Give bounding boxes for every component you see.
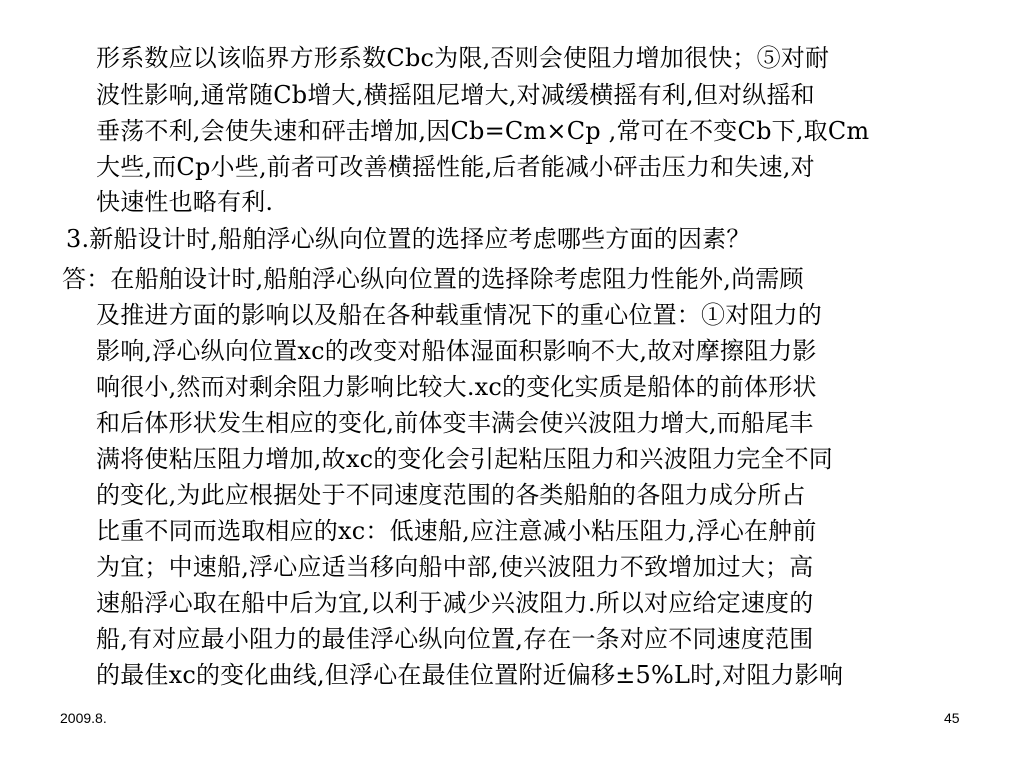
- text-line: 比重不同而选取相应的xc：低速船,应注意减小粘压阻力,浮心在舯前: [96, 517, 817, 545]
- page-number: 45: [944, 710, 960, 726]
- footer-date: 2009.8.: [60, 710, 107, 726]
- text-line: 垂荡不利,会使失速和砰击增加,因Cb=Cm×Cp ,常可在不变Cb下,取Cm: [96, 117, 870, 145]
- text-line: 满将使粘压阻力增加,故xc的变化会引起粘压阻力和兴波阻力完全不同: [96, 445, 834, 473]
- text-line: 大些,而Cp小些,前者可改善横摇性能,后者能减小砰击压力和失速,对: [96, 153, 815, 181]
- text-line: 形系数应以该临界方形系数Cbc为限,否则会使阻力增加很快；⑤对耐: [96, 44, 830, 72]
- text-line: 的最佳xc的变化曲线,但浮心在最佳位置附近偏移±5%L时,对阻力影响: [96, 661, 844, 689]
- question-heading: 3.新船设计时,船舶浮心纵向位置的选择应考虑哪些方面的因素？: [66, 225, 751, 253]
- text-line: 为宜；中速船,浮心应适当移向船中部,使兴波阻力不致增加过大；高: [96, 553, 814, 581]
- text-line: 响很小,然而对剩余阻力影响比较大.xc的变化实质是船体的前体形状: [96, 373, 817, 401]
- text-line: 答：在船舶设计时,船舶浮心纵向位置的选择除考虑阻力性能外,尚需顾: [62, 265, 804, 293]
- text-line: 及推进方面的影响以及船在各种载重情况下的重心位置：①对阻力的: [96, 301, 822, 329]
- text-line: 的变化,为此应根据处于不同速度范围的各类船舶的各阻力成分所占: [96, 481, 806, 509]
- text-line: 波性影响,通常随Cb增大,横摇阻尼增大,对减缓横摇有利,但对纵摇和: [96, 81, 815, 109]
- text-line: 船,有对应最小阻力的最佳浮心纵向位置,存在一条对应不同速度范围: [96, 625, 814, 653]
- text-line: 速船浮心取在船中后为宜,以利于减少兴波阻力.所以对应给定速度的: [96, 589, 814, 617]
- text-line: 影响,浮心纵向位置xc的改变对船体湿面积影响不大,故对摩擦阻力影: [96, 337, 817, 365]
- text-line: 和后体形状发生相应的变化,前体变丰满会使兴波阻力增大,而船尾丰: [96, 409, 814, 437]
- text-line: 快速性也略有利.: [96, 188, 274, 216]
